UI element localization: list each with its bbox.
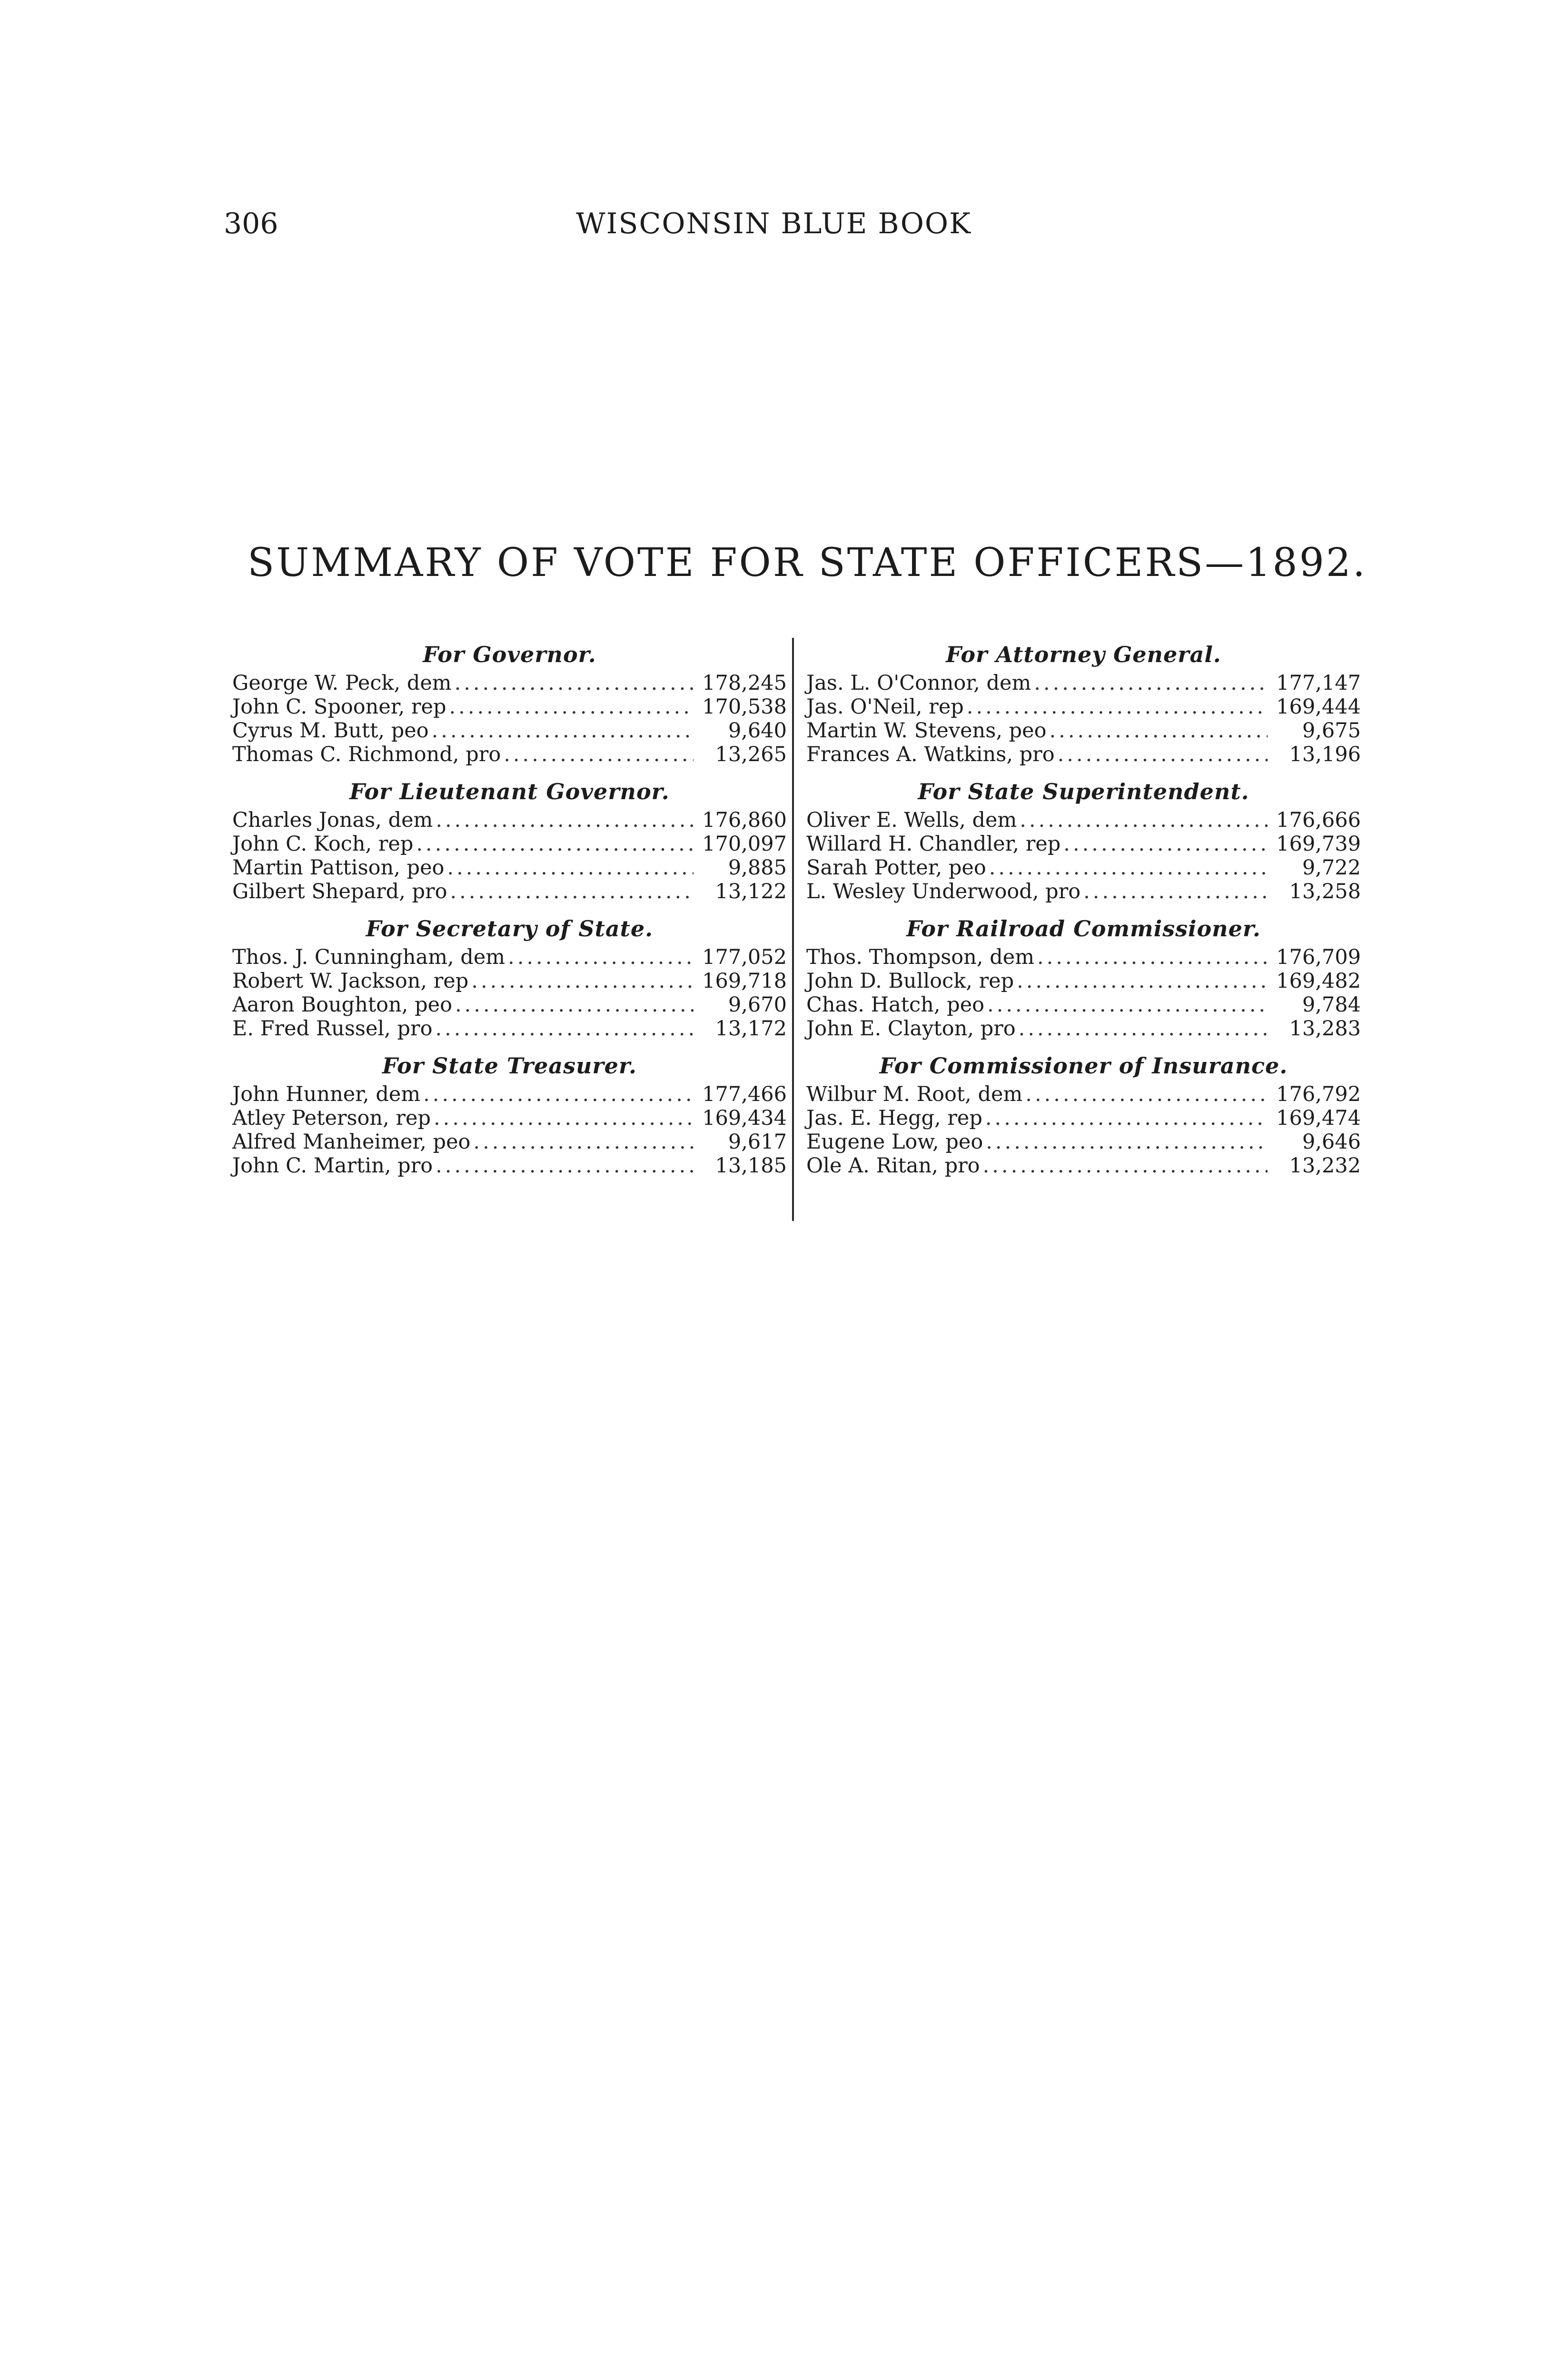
candidate-votes: 13,265 [715, 743, 787, 766]
candidate-row [806, 856, 1361, 880]
dot-leader [455, 671, 694, 695]
dot-leader [1050, 719, 1268, 743]
candidate-row [232, 695, 787, 719]
candidate-name: George W. Peck, dem [232, 671, 452, 695]
candidate-votes: 9,675 [1302, 719, 1361, 743]
candidate-name: Wilbur M. Root, dem [806, 1082, 1023, 1106]
candidate-votes: 176,860 [702, 808, 787, 832]
candidate-row [232, 1130, 787, 1154]
candidate-row [806, 945, 1361, 969]
candidate-row [232, 856, 787, 880]
candidate-name: Jas. O'Neil, rep [806, 695, 964, 719]
dot-leader [985, 1106, 1268, 1130]
candidate-row [232, 1154, 787, 1178]
candidate-row [232, 743, 787, 766]
candidate-row [806, 1154, 1361, 1178]
candidate-name: Willard H. Chandler, rep [806, 832, 1061, 856]
candidate-name: Charles Jonas, dem [232, 808, 433, 832]
candidate-votes: 9,885 [728, 856, 787, 880]
candidate-row [806, 1082, 1361, 1106]
candidate-name: Atley Peterson, rep [232, 1106, 431, 1130]
dot-leader [473, 1130, 694, 1154]
dot-leader [423, 1082, 694, 1106]
candidate-row [806, 671, 1361, 695]
candidate-name: Jas. E. Hegg, rep [806, 1106, 982, 1130]
office-section-state-treasurer [232, 1049, 787, 1186]
office-heading: For Lieutenant Governor. [349, 779, 670, 804]
candidate-row [232, 832, 787, 856]
candidate-row [806, 832, 1361, 856]
candidate-votes: 9,640 [728, 719, 787, 743]
office-heading: For Secretary of State. [366, 916, 654, 942]
dot-leader [1019, 1017, 1268, 1041]
vote-summary-table [232, 638, 1365, 1223]
candidate-name: John C. Martin, pro [232, 1154, 433, 1178]
candidate-row [806, 1130, 1361, 1154]
dot-leader [967, 695, 1268, 719]
candidate-name: Ole A. Ritan, pro [806, 1154, 980, 1178]
office-heading: For State Superintendent. [918, 779, 1249, 804]
candidate-row [232, 993, 787, 1017]
dot-leader [471, 969, 694, 993]
dot-leader [986, 1130, 1268, 1154]
right-column [806, 638, 1361, 1186]
left-column [232, 638, 787, 1186]
office-heading: For Attorney General. [946, 642, 1221, 667]
dot-leader [504, 743, 694, 766]
candidate-name: E. Fred Russel, pro [232, 1017, 433, 1041]
candidate-row [806, 743, 1361, 766]
dot-leader [508, 945, 694, 969]
candidate-row [806, 808, 1361, 832]
candidate-name: Cyrus M. Butt, peo [232, 719, 429, 743]
office-heading: For Commissioner of Insurance. [879, 1053, 1288, 1079]
candidate-row [232, 1106, 787, 1130]
column-divider [792, 638, 794, 1221]
candidate-votes: 177,147 [1276, 671, 1361, 695]
candidate-row [806, 719, 1361, 743]
candidate-votes: 169,444 [1276, 695, 1361, 719]
dot-leader [1034, 671, 1268, 695]
candidate-row [806, 1017, 1361, 1041]
candidate-name: Thos. Thompson, dem [806, 945, 1034, 969]
candidate-row [232, 945, 787, 969]
candidate-row [232, 808, 787, 832]
candidate-row [232, 1082, 787, 1106]
dot-leader [432, 719, 694, 743]
dot-leader [436, 1154, 694, 1178]
candidate-name: Martin Pattison, peo [232, 856, 445, 880]
candidate-row [806, 880, 1361, 903]
candidate-name: Jas. L. O'Connor, dem [806, 671, 1031, 695]
office-section-commissioner-of-insurance [806, 1049, 1361, 1186]
dot-leader [987, 993, 1268, 1017]
office-section-railroad-commissioner [806, 912, 1361, 1049]
candidate-votes: 9,784 [1302, 993, 1361, 1017]
candidate-votes: 169,739 [1276, 832, 1361, 856]
candidate-votes: 13,232 [1289, 1154, 1361, 1178]
candidate-row [232, 1017, 787, 1041]
candidate-votes: 178,245 [702, 671, 787, 695]
candidate-name: L. Wesley Underwood, pro [806, 880, 1081, 903]
candidate-name: Gilbert Shepard, pro [232, 880, 447, 903]
candidate-row [232, 880, 787, 903]
dot-leader [1020, 808, 1268, 832]
candidate-name: Thomas C. Richmond, pro [232, 743, 501, 766]
candidate-votes: 169,434 [702, 1106, 787, 1130]
dot-leader [434, 1106, 694, 1130]
office-heading: For Governor. [423, 642, 596, 667]
candidate-name: Eugene Low, peo [806, 1130, 983, 1154]
candidate-name: Sarah Potter, peo [806, 856, 986, 880]
dot-leader [1017, 969, 1268, 993]
candidate-row [806, 695, 1361, 719]
office-section-secretary-of-state [232, 912, 787, 1049]
dot-leader [983, 1154, 1268, 1178]
candidate-votes: 169,482 [1276, 969, 1361, 993]
candidate-name: John Hunner, dem [232, 1082, 421, 1106]
dot-leader [435, 1017, 694, 1041]
office-section-state-superintendent [806, 775, 1361, 912]
candidate-votes: 170,538 [702, 695, 787, 719]
candidate-votes: 176,666 [1276, 808, 1361, 832]
dot-leader [989, 856, 1268, 880]
candidate-votes: 13,283 [1289, 1017, 1361, 1041]
candidate-votes: 13,196 [1289, 743, 1361, 766]
dot-leader [447, 856, 694, 880]
candidate-votes: 169,474 [1276, 1106, 1361, 1130]
candidate-name: John D. Bullock, rep [806, 969, 1014, 993]
candidate-name: Oliver E. Wells, dem [806, 808, 1017, 832]
candidate-votes: 176,709 [1276, 945, 1361, 969]
candidate-row [806, 969, 1361, 993]
candidate-votes: 13,122 [715, 880, 787, 903]
candidate-votes: 170,097 [702, 832, 787, 856]
dot-leader [450, 880, 694, 903]
candidate-name: Aaron Boughton, peo [232, 993, 452, 1017]
candidate-votes: 9,617 [728, 1130, 787, 1154]
candidate-votes: 177,052 [702, 945, 787, 969]
candidate-votes: 9,670 [728, 993, 787, 1017]
dot-leader [1083, 880, 1268, 903]
candidate-name: Martin W. Stevens, peo [806, 719, 1047, 743]
candidate-row [232, 969, 787, 993]
candidate-votes: 9,646 [1302, 1130, 1361, 1154]
office-section-governor [232, 638, 787, 775]
dot-leader [1063, 832, 1268, 856]
dot-leader [449, 695, 694, 719]
candidate-row [806, 1106, 1361, 1130]
candidate-votes: 13,185 [715, 1154, 787, 1178]
candidate-row [232, 719, 787, 743]
dot-leader [1037, 945, 1268, 969]
office-section-attorney-general [806, 638, 1361, 775]
running-head [224, 205, 1028, 243]
candidate-votes: 13,258 [1289, 880, 1361, 903]
candidate-votes: 177,466 [702, 1082, 787, 1106]
dot-leader [1058, 743, 1268, 766]
candidate-name: John C. Koch, rep [232, 832, 414, 856]
dot-leader [416, 832, 694, 856]
candidate-votes: 176,792 [1276, 1082, 1361, 1106]
page-number: 306 [224, 207, 278, 240]
candidate-votes: 13,172 [715, 1017, 787, 1041]
dot-leader [1025, 1082, 1268, 1106]
candidate-name: John E. Clayton, pro [806, 1017, 1016, 1041]
candidate-name: Robert W. Jackson, rep [232, 969, 469, 993]
dot-leader [455, 993, 694, 1017]
candidate-name: Alfred Manheimer, peo [232, 1130, 471, 1154]
office-heading: For Railroad Commissioner. [906, 916, 1261, 942]
candidate-row [232, 671, 787, 695]
candidate-votes: 9,722 [1302, 856, 1361, 880]
candidate-votes: 169,718 [702, 969, 787, 993]
page-title: SUMMARY OF VOTE FOR STATE OFFICERS—1892. [248, 540, 1367, 585]
running-title: WISCONSIN BLUE BOOK [576, 207, 971, 240]
candidate-name: John C. Spooner, rep [232, 695, 446, 719]
candidate-name: Thos. J. Cunningham, dem [232, 945, 505, 969]
candidate-name: Chas. Hatch, peo [806, 993, 985, 1017]
dot-leader [436, 808, 694, 832]
office-section-lieutenant-governor [232, 775, 787, 912]
candidate-row [806, 993, 1361, 1017]
candidate-name: Frances A. Watkins, pro [806, 743, 1055, 766]
office-heading: For State Treasurer. [382, 1053, 637, 1079]
